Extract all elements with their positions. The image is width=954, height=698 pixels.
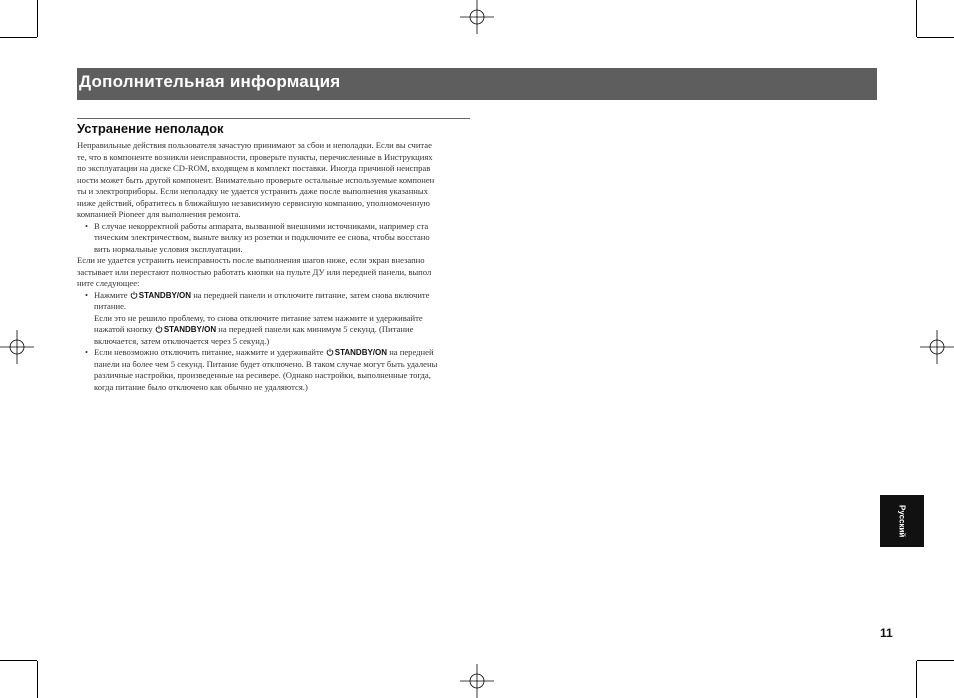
chapter-header-bar — [77, 68, 877, 100]
standby-on-label: STANDBY/ON — [163, 325, 217, 334]
intro-paragraph: Неправильные действия пользователя зачастую принимают за сбои и неполадки. Если вы считае те, что в компоненте возникли неисправности, проверьте пункты, перечисленные в Инструкциях по эксплуатации на диске CD-ROM, входящем в комплект поставки. Иногда причиной неисправ ности может быть другой компонент. Внимательно проверьте остальные используемые компонен ты и электроприборы. Если неполадку не удается устранить даже после выполнения указанных ниже действий, обратитесь в ближайшую независимую сервисную компанию, уполномоченную компанией Pioneer для выполнения ремонта. — [77, 140, 435, 219]
bullet-press-standby: • Нажмите STANDBY/ON на передней панели и отключите питание, затем снова включите питание. Если это не решило проблему, то снова отключите питание затем нажмите и удерживайте нажатой кнопку STANDBY/ON на передней панели как минимум 5 секунд. (Питание включается, затем отключается через 5 секунд.) — [85, 289, 430, 346]
section-title: Устранение неполадок — [77, 121, 224, 136]
language-tab — [880, 495, 924, 547]
section-body — [77, 140, 472, 393]
standby-on-label: STANDBY/ON — [138, 290, 192, 300]
bullet-dot: • — [85, 289, 89, 300]
reset-paragraph: Если не удается устранить неисправность после выполнения шагов ниже, если экран внезапно застывает или перестают полностью работать кнопки на пульте ДУ или передней панели, выпол ните следующее: — [77, 255, 432, 288]
section-rule — [77, 118, 470, 119]
power-icon — [130, 291, 138, 299]
bullet-dot: • — [85, 347, 89, 357]
power-icon — [326, 348, 334, 356]
chapter-title: Дополнительная информация — [79, 72, 341, 91]
registration-mark-top — [460, 0, 494, 34]
standby-on-label: STANDBY/ON — [334, 348, 388, 357]
registration-mark-left — [0, 330, 34, 364]
language-label: Русский — [897, 504, 907, 538]
registration-mark-right — [920, 330, 954, 364]
power-icon — [155, 325, 163, 333]
bullet-static-electricity: • В случае некорректной работы аппарата, вызванной внешними источниками, например ста тическим электричеством, выньте вилку из розетки и подключите ее снова, чтобы восстано вить нормальные условия эксплуатации. — [85, 220, 430, 254]
registration-mark-bottom — [460, 664, 494, 698]
page-number: 11 — [880, 626, 893, 640]
bullet-hold-standby: • Если невозможно отключить питание, нажмите и удерживайте STANDBY/ON на передней панели на более чем 5 секунд. Питание будет отключено. В таком случае могут быть удалены различные настройки, произведенные на ресивере. (Однако настройки, выполненные тогда, когда питание было отключено как обычно не удаляются.) — [85, 347, 438, 392]
bullet-dot: • — [85, 220, 89, 231]
